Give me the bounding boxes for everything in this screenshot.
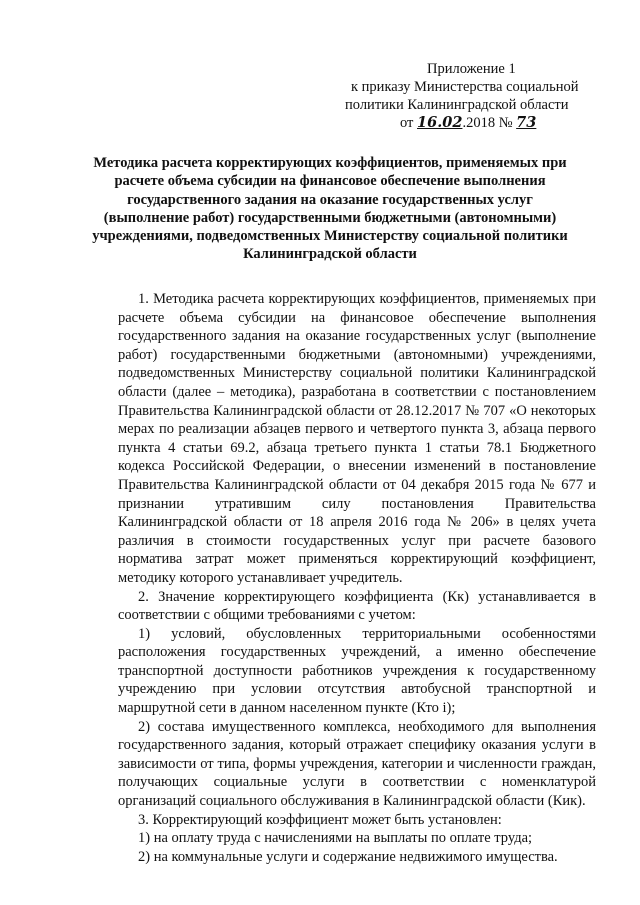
title-line: Методика расчета корректирующих коэффициентов, применяемых при bbox=[93, 155, 567, 171]
date-prefix: от bbox=[400, 115, 414, 131]
title-line: Калининградской области bbox=[243, 246, 417, 263]
title-line: (выполнение работ) государственными бюджетными (автономными) bbox=[103, 209, 557, 226]
document-body bbox=[118, 290, 596, 866]
paragraph-6: 1) на оплату труда с начислениями на выплаты по оплате труда; bbox=[138, 830, 533, 847]
title-line: государственного задания на оказание государственных услуг bbox=[127, 191, 533, 208]
paragraph-7: 2) на коммунальные услуги и содержание недвижимого имущества. bbox=[138, 848, 558, 865]
order-reference: к приказу Министерства социальной bbox=[351, 79, 579, 95]
title-line: расчете объема субсидии на финансовое обеспечение выполнения bbox=[114, 173, 546, 190]
date-year: .2018 № bbox=[462, 115, 513, 131]
appendix-header bbox=[345, 60, 605, 132]
ministry-name: политики Калининградской области bbox=[345, 97, 569, 113]
paragraph-4: 2) состава имущественного комплекса, необходимого для выполнения государственного задания, который отражает специфику оказания услуги в зависимости от типа, формы учреждения, категории и численности граждан, получающих социальные услуги в соответствии с номенклатурой организаций социального обслуживания в Калининградской области (Кик). bbox=[118, 718, 596, 810]
paragraph-1: 1. Методика расчета корректирующих коэффициентов, применяемых при расчете объема субсидии на финансовое обеспечение выполнения государственного задания на оказание государственных услуг (выполнение работ) государственными бюджетными (автономными) учреждениями, подведомственных Министерству социальной политики Калининградской области (далее – методика), разработана в соответствии с постановлением Правительства Калининградской области от 28.12.2017 № 707 «О некоторых мерах по реализации абзацев первого и четвертого пункта 3, абзаца первого пункта 4 статьи 69.2, абзаца третьего пункта 1 статьи 78.1 Бюджетного кодекса Российской Федерации, о внесении изменений в постановление Правительства Калининградской области от 04 декабря 2015 года № 677 и признании утратившим силу постановления Правительства Калининградской области от 18 апреля 2016 года № 206» в целях учета различия в стоимости государственных услуг при расчете базового норматива затрат может применяться корректирующий коэффициент, методику которого устанавливает учредитель. bbox=[118, 291, 596, 586]
paragraph-5: 3. Корректирующий коэффициент может быть установлен: bbox=[138, 811, 502, 828]
paragraph-2: 2. Значение корректирующего коэффициента (Кк) устанавливается в соответствии с общими требованиями с учетом: bbox=[118, 588, 596, 624]
title-line: учреждениями, подведомственных Министерству социальной политики bbox=[92, 228, 568, 245]
handwritten-number: 73 bbox=[516, 114, 537, 131]
paragraph-3: 1) условий, обусловленных территориальными особенностями расположения государственных учреждений, а именно обеспечение транспортной доступности работников учреждения к государственному учреждению при условии отсутствия автобусной транспортной и маршрутной сети в данном населенном пункте (Кто i); bbox=[118, 625, 596, 717]
appendix-label: Приложение 1 bbox=[427, 61, 516, 77]
handwritten-date: 16.02 bbox=[417, 114, 463, 131]
document-title bbox=[80, 154, 580, 264]
order-date-line bbox=[345, 114, 605, 132]
